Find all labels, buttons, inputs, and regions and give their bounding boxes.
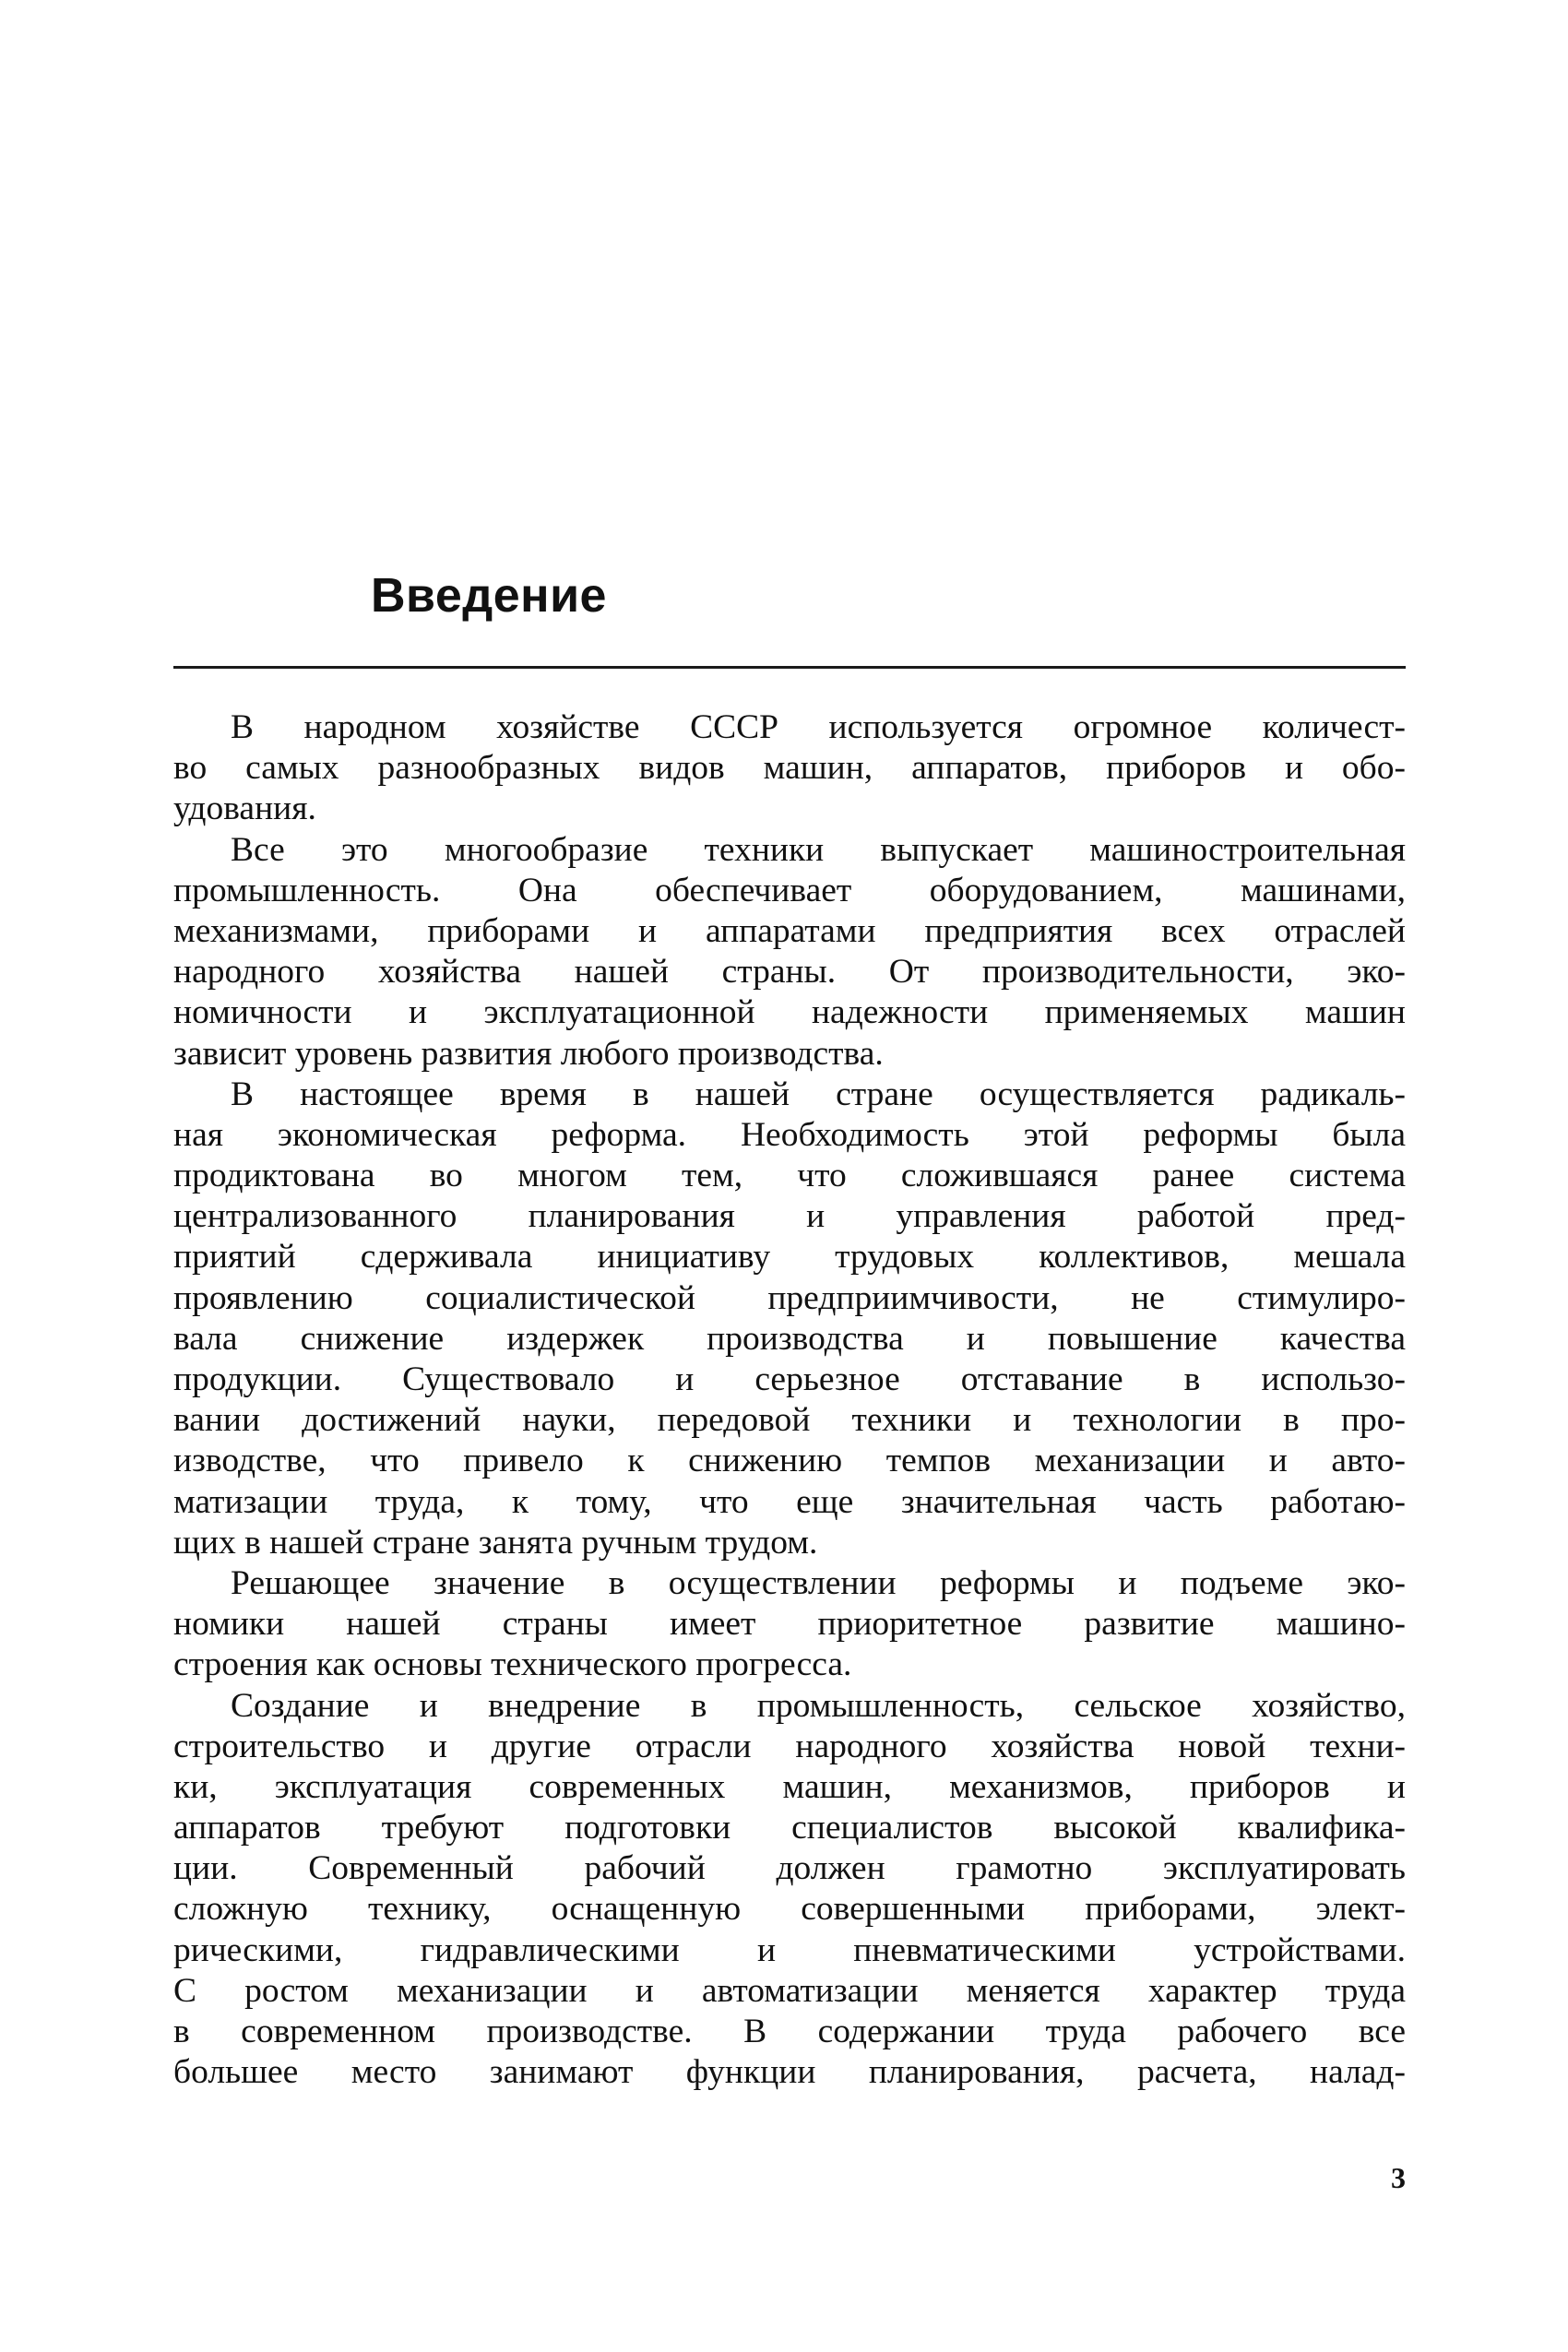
chapter-title: Введение bbox=[371, 569, 607, 623]
paragraph bbox=[173, 1563, 1406, 1686]
text-line: В народном хозяйстве СССР используется огромное количест- bbox=[231, 708, 1406, 746]
text-line: народного хозяйства нашей страны. От производительности, эко- bbox=[173, 953, 1406, 992]
text-line: изводстве, что привело к снижению темпов механизации и авто- bbox=[173, 1442, 1406, 1480]
text-line: промышленность. Она обеспечивает оборудованием, машинами, bbox=[173, 871, 1406, 909]
text-line: Создание и внедрение в промышленность, сельское хозяйство, bbox=[231, 1686, 1406, 1725]
text-line: проявлению социалистической предприимчивости, не стимулиро- bbox=[173, 1278, 1406, 1317]
text-line: аппаратов требуют подготовки специалистов высокой квалифика- bbox=[173, 1809, 1406, 1847]
text-line: номики нашей страны имеет приоритетное развитие машино- bbox=[173, 1605, 1406, 1644]
text-line: в современном производстве. В содержании труда рабочего все bbox=[173, 2013, 1406, 2050]
title-divider bbox=[173, 666, 1406, 669]
page-number: 3 bbox=[1391, 2161, 1406, 2194]
paragraph bbox=[173, 1686, 1406, 2094]
text-line: зависит уровень развития любого производства. bbox=[173, 1034, 884, 1073]
paragraph bbox=[173, 1075, 1406, 1563]
text-line: В настоящее время в нашей стране осуществляется радикаль- bbox=[231, 1075, 1406, 1113]
text-line: номичности и эксплуатационной надежности применяемых машин bbox=[173, 993, 1406, 1032]
text-line: вании достижений науки, передовой техники и технологии в про- bbox=[173, 1401, 1406, 1440]
text-line: строения как основы технического прогресса. bbox=[173, 1645, 852, 1684]
text-line: приятий сдерживала инициативу трудовых коллективов, мешала bbox=[173, 1238, 1406, 1277]
text-line: вала снижение издержек производства и повышение качества bbox=[173, 1319, 1406, 1358]
text-line: механизмами, приборами и аппаратами предприятия всех отраслей bbox=[173, 911, 1406, 950]
text-line: С ростом механизации и автоматизации меняется характер труда bbox=[173, 1971, 1406, 2010]
text-line: щих в нашей стране занята ручным трудом. bbox=[173, 1523, 818, 1562]
text-line: сложную технику, оснащенную совершенными приборами, элект- bbox=[173, 1890, 1406, 1929]
text-line: продиктована во многом тем, что сложившаяся ранее система bbox=[173, 1157, 1406, 1195]
text-line: централизованного планирования и управления работой пред- bbox=[173, 1197, 1406, 1236]
text-line: большее место занимают функции планирования, расчета, налад- bbox=[173, 2053, 1406, 2092]
paragraph bbox=[173, 707, 1406, 830]
text-line: ки, эксплуатация современных машин, механизмов, приборов и bbox=[173, 1767, 1406, 1806]
text-line: строительство и другие отрасли народного хозяйства новой техни- bbox=[173, 1727, 1406, 1765]
text-line: ции. Современный рабочий должен грамотно эксплуатировать bbox=[173, 1849, 1406, 1888]
text-line: матизации труда, к тому, что еще значительная часть работаю- bbox=[173, 1482, 1406, 1521]
body-text bbox=[173, 707, 1406, 2093]
text-line: ная экономическая реформа. Необходимость этой реформы была bbox=[173, 1115, 1406, 1154]
text-line: удования. bbox=[173, 790, 316, 828]
text-line: Все это многообразие техники выпускает машиностроительная bbox=[231, 830, 1406, 869]
paragraph bbox=[173, 830, 1406, 1075]
text-line: во самых разнообразных видов машин, аппаратов, приборов и обо- bbox=[173, 749, 1406, 788]
text-line: продукции. Существовало и серьезное отставание в использо- bbox=[173, 1360, 1406, 1398]
text-line: рическими, гидравлическими и пневматическими устройствами. bbox=[173, 1930, 1406, 1969]
text-line: Решающее значение в осуществлении реформы и подъеме эко- bbox=[231, 1563, 1406, 1602]
